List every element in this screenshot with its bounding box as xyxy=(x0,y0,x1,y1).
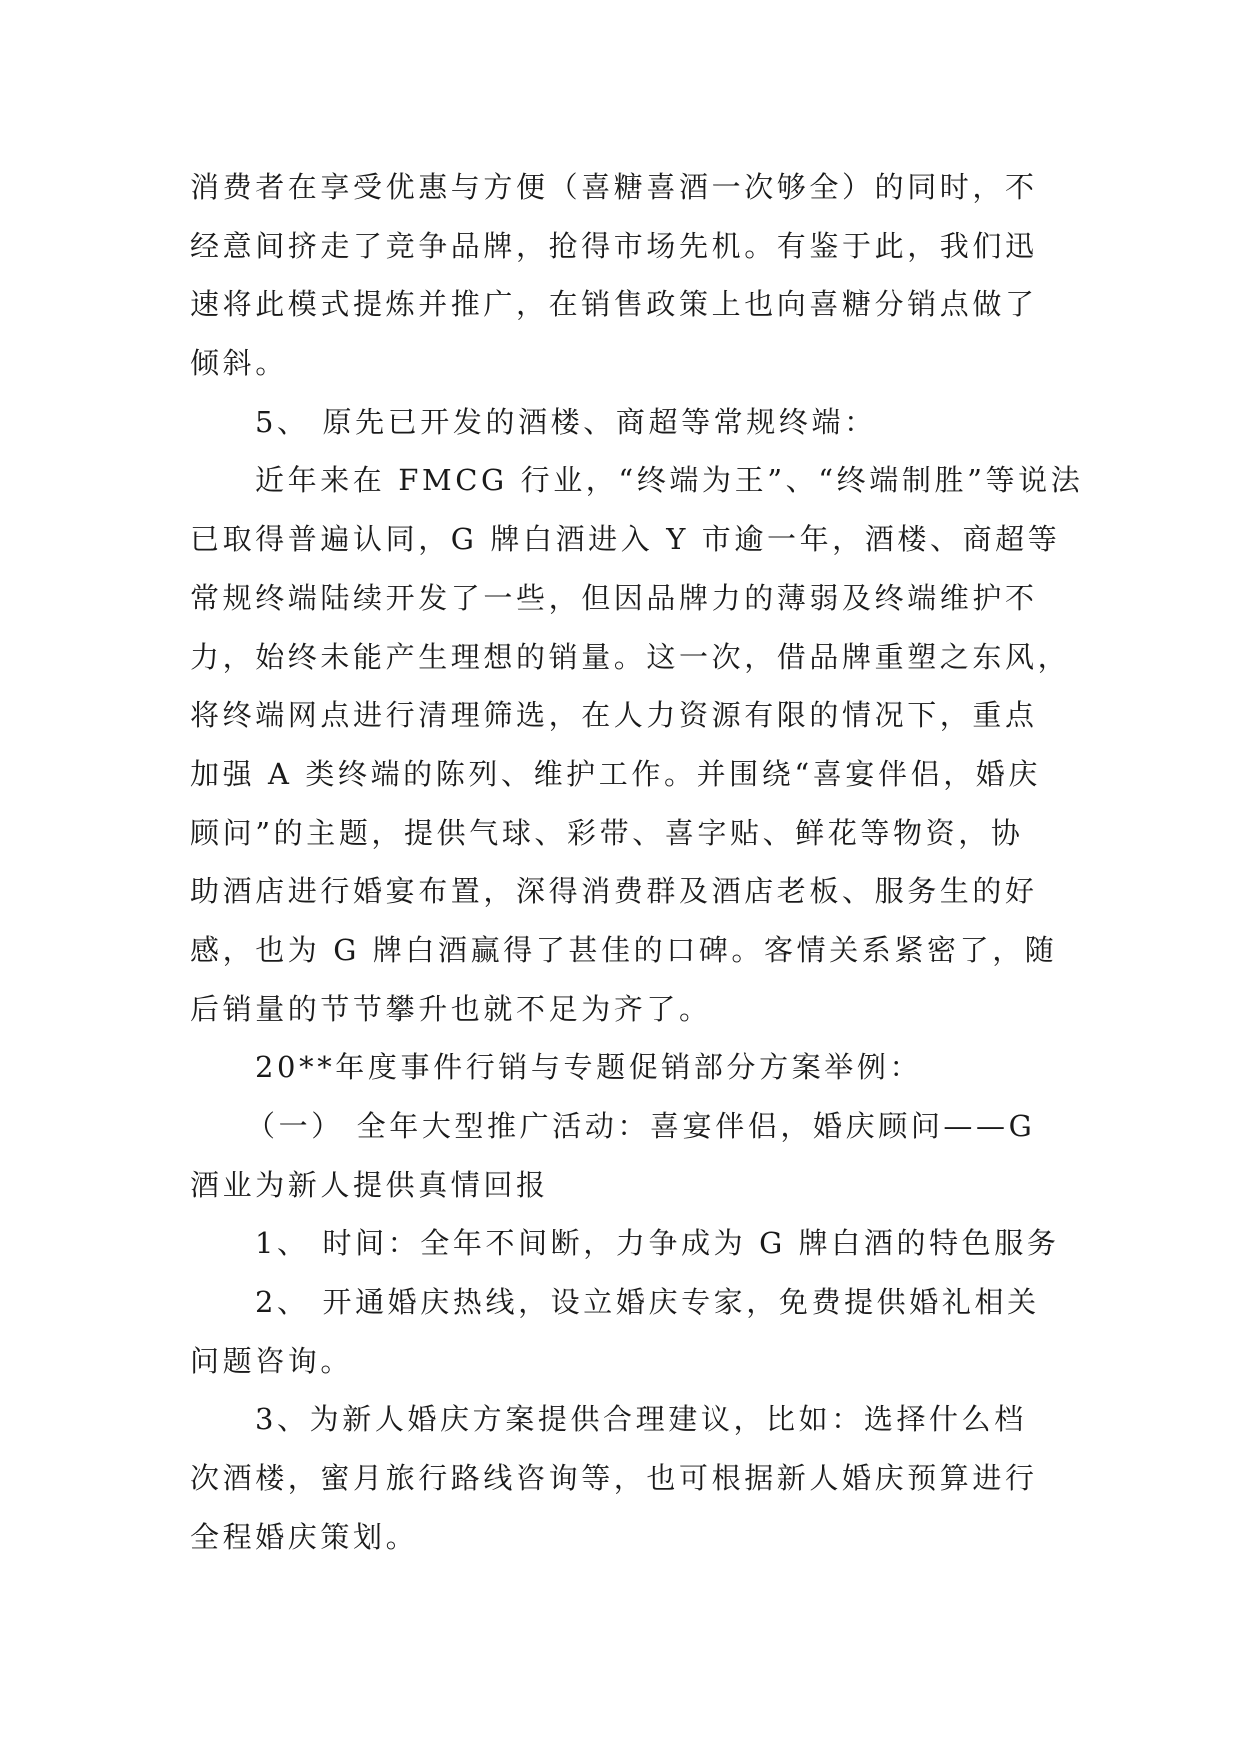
text-line: 次酒楼，蜜月旅行路线咨询等，也可根据新人婚庆预算进行 xyxy=(190,1461,1038,1496)
text-line: 倾斜。 xyxy=(190,346,288,381)
text-line: 常规终端陆续开发了一些，但因品牌力的薄弱及终端维护不 xyxy=(190,580,1038,615)
list-item: 2、 开通婚庆热线，设立婚庆专家，免费提供婚礼相关 xyxy=(255,1285,1040,1320)
text-line: 加强 A 类终端的陈列、维护工作。并围绕“喜宴伴侣，婚庆 xyxy=(190,756,1042,791)
text-line: 力，始终未能产生理想的销量。这一次，借品牌重塑之东风， xyxy=(190,639,1071,674)
section-heading: 20**年度事件行销与专题促销部分方案举例： xyxy=(255,1050,923,1085)
document-body xyxy=(190,158,1084,1567)
list-item: 3、为新人婚庆方案提供合理建议，比如：选择什么档 xyxy=(255,1402,1027,1437)
text-line: 将终端网点进行清理筛选，在人力资源有限的情况下，重点 xyxy=(190,698,1038,733)
text-line: 问题咨询。 xyxy=(190,1343,354,1378)
text-line: 近年来在 FMCG 行业，“终端为王”、“终端制胜”等说法 xyxy=(255,463,1084,498)
subsection-heading: （一） 全年大型推广活动：喜宴伴侣，婚庆顾问——G xyxy=(246,1109,1036,1143)
text-line: 速将此模式提炼并推广，在销售政策上也向喜糖分销点做了 xyxy=(190,287,1038,322)
text-line: 顾问”的主题，提供气球、彩带、喜字贴、鲜花等物资，协 xyxy=(190,815,1024,850)
text-line: 全程婚庆策划。 xyxy=(190,1519,419,1554)
text-line: 助酒店进行婚宴布置，深得消费群及酒店老板、服务生的好 xyxy=(190,874,1038,909)
text-line: 消费者在享受优惠与方便（喜糖喜酒一次够全）的同时，不 xyxy=(190,170,1038,204)
text-line: 经意间挤走了竞争品牌，抢得市场先机。有鉴于此，我们迅 xyxy=(190,228,1038,263)
text-line: 感，也为 G 牌白酒赢得了甚佳的口碑。客情关系紧密了，随 xyxy=(190,932,1058,967)
list-item: 1、 时间：全年不间断，力争成为 G 牌白酒的特色服务 xyxy=(255,1226,1060,1261)
text-line: 已取得普遍认同，G 牌白酒进入 Y 市逾一年，酒楼、商超等 xyxy=(190,522,1061,557)
text-line: 酒业为新人提供真情回报 xyxy=(190,1167,549,1202)
text-line: 后销量的节节攀升也就不足为齐了。 xyxy=(190,991,712,1026)
section-heading: 5、 原先已开发的酒楼、商超等常规终端： xyxy=(255,404,877,439)
